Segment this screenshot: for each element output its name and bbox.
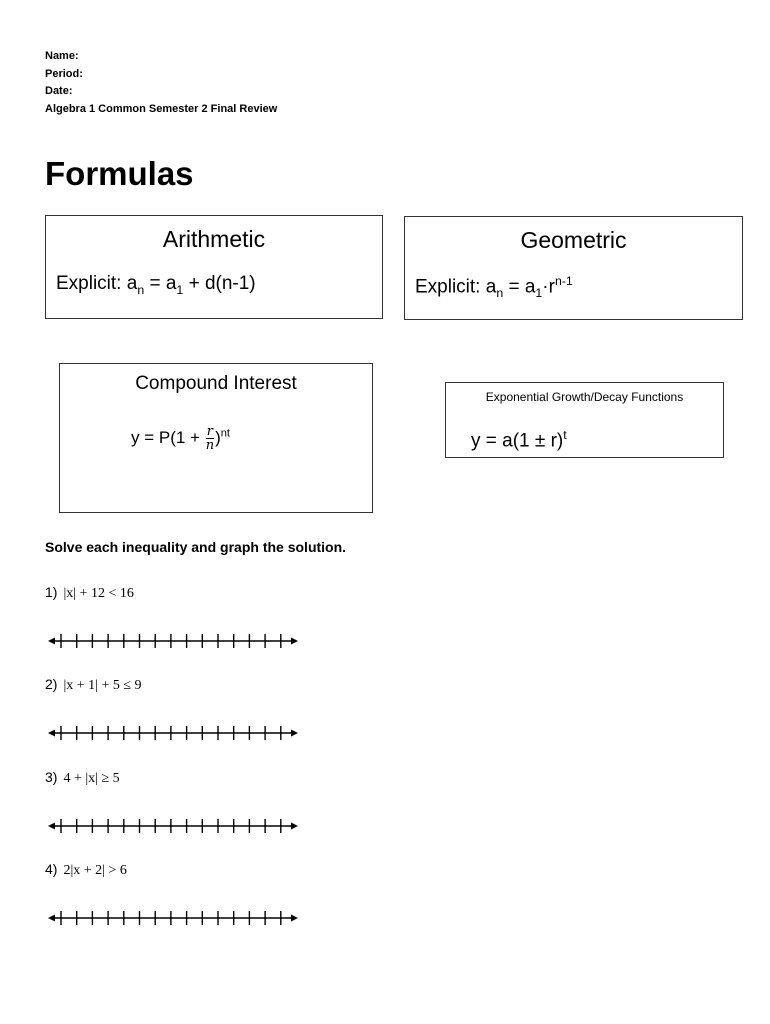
compound-interest-box <box>59 363 373 513</box>
instructions: Solve each inequality and graph the solution. <box>45 539 347 555</box>
left-arrow-icon <box>48 915 55 922</box>
right-arrow-icon <box>291 730 298 737</box>
name-label: Name: <box>45 50 79 62</box>
exponential-title: Exponential Growth/Decay Functions <box>485 390 684 404</box>
course-title: Algebra 1 Common Semester 2 Final Review <box>45 102 278 115</box>
compound-interest-formula: y = P(1 + $\frac{r}{n}$ )$^{nt}$ <box>131 424 230 453</box>
left-arrow-icon <box>48 823 55 830</box>
exponential-box <box>445 382 724 458</box>
problem-1: 1) |x| + 12 < 16 <box>45 584 134 601</box>
right-arrow-icon <box>291 638 298 645</box>
number-line-3[interactable] <box>46 818 302 834</box>
geometric-formula: Explicit: $a_n = a_1\cdot r^{n-1}$ <box>415 274 573 301</box>
problem-2: 2) |x + 1| + 5 ≤ 9 <box>45 676 142 693</box>
arithmetic-formula-box <box>45 215 383 319</box>
geometric-title: Geometric <box>520 227 627 253</box>
exponential-formula: $y = a(1 \pm r)^t$ <box>471 428 567 452</box>
left-arrow-icon <box>48 730 55 737</box>
arithmetic-formula: Explicit: $a_n = a_1 + d(n-1)$ <box>56 273 256 297</box>
problem-3: 3) 4 + |x| ≥ 5 <box>45 769 120 786</box>
geometric-formula-box <box>404 216 743 320</box>
problem-4: 4) 2|x + 2| > 6 <box>45 861 127 878</box>
compound-interest-title: Compound Interest <box>135 373 297 394</box>
arithmetic-title: Arithmetic <box>162 226 266 252</box>
number-line-1[interactable] <box>46 633 302 649</box>
date-label: Date: <box>45 85 73 97</box>
rate-fraction: $\frac{r}{n}$ <box>205 424 215 453</box>
right-arrow-icon <box>291 915 298 922</box>
number-line-2[interactable] <box>46 725 302 741</box>
number-line-4[interactable] <box>46 910 302 926</box>
left-arrow-icon <box>48 638 55 645</box>
section-title: Formulas <box>45 155 194 192</box>
period-label: Period: <box>45 67 83 80</box>
student-header <box>45 48 277 118</box>
right-arrow-icon <box>291 823 298 830</box>
